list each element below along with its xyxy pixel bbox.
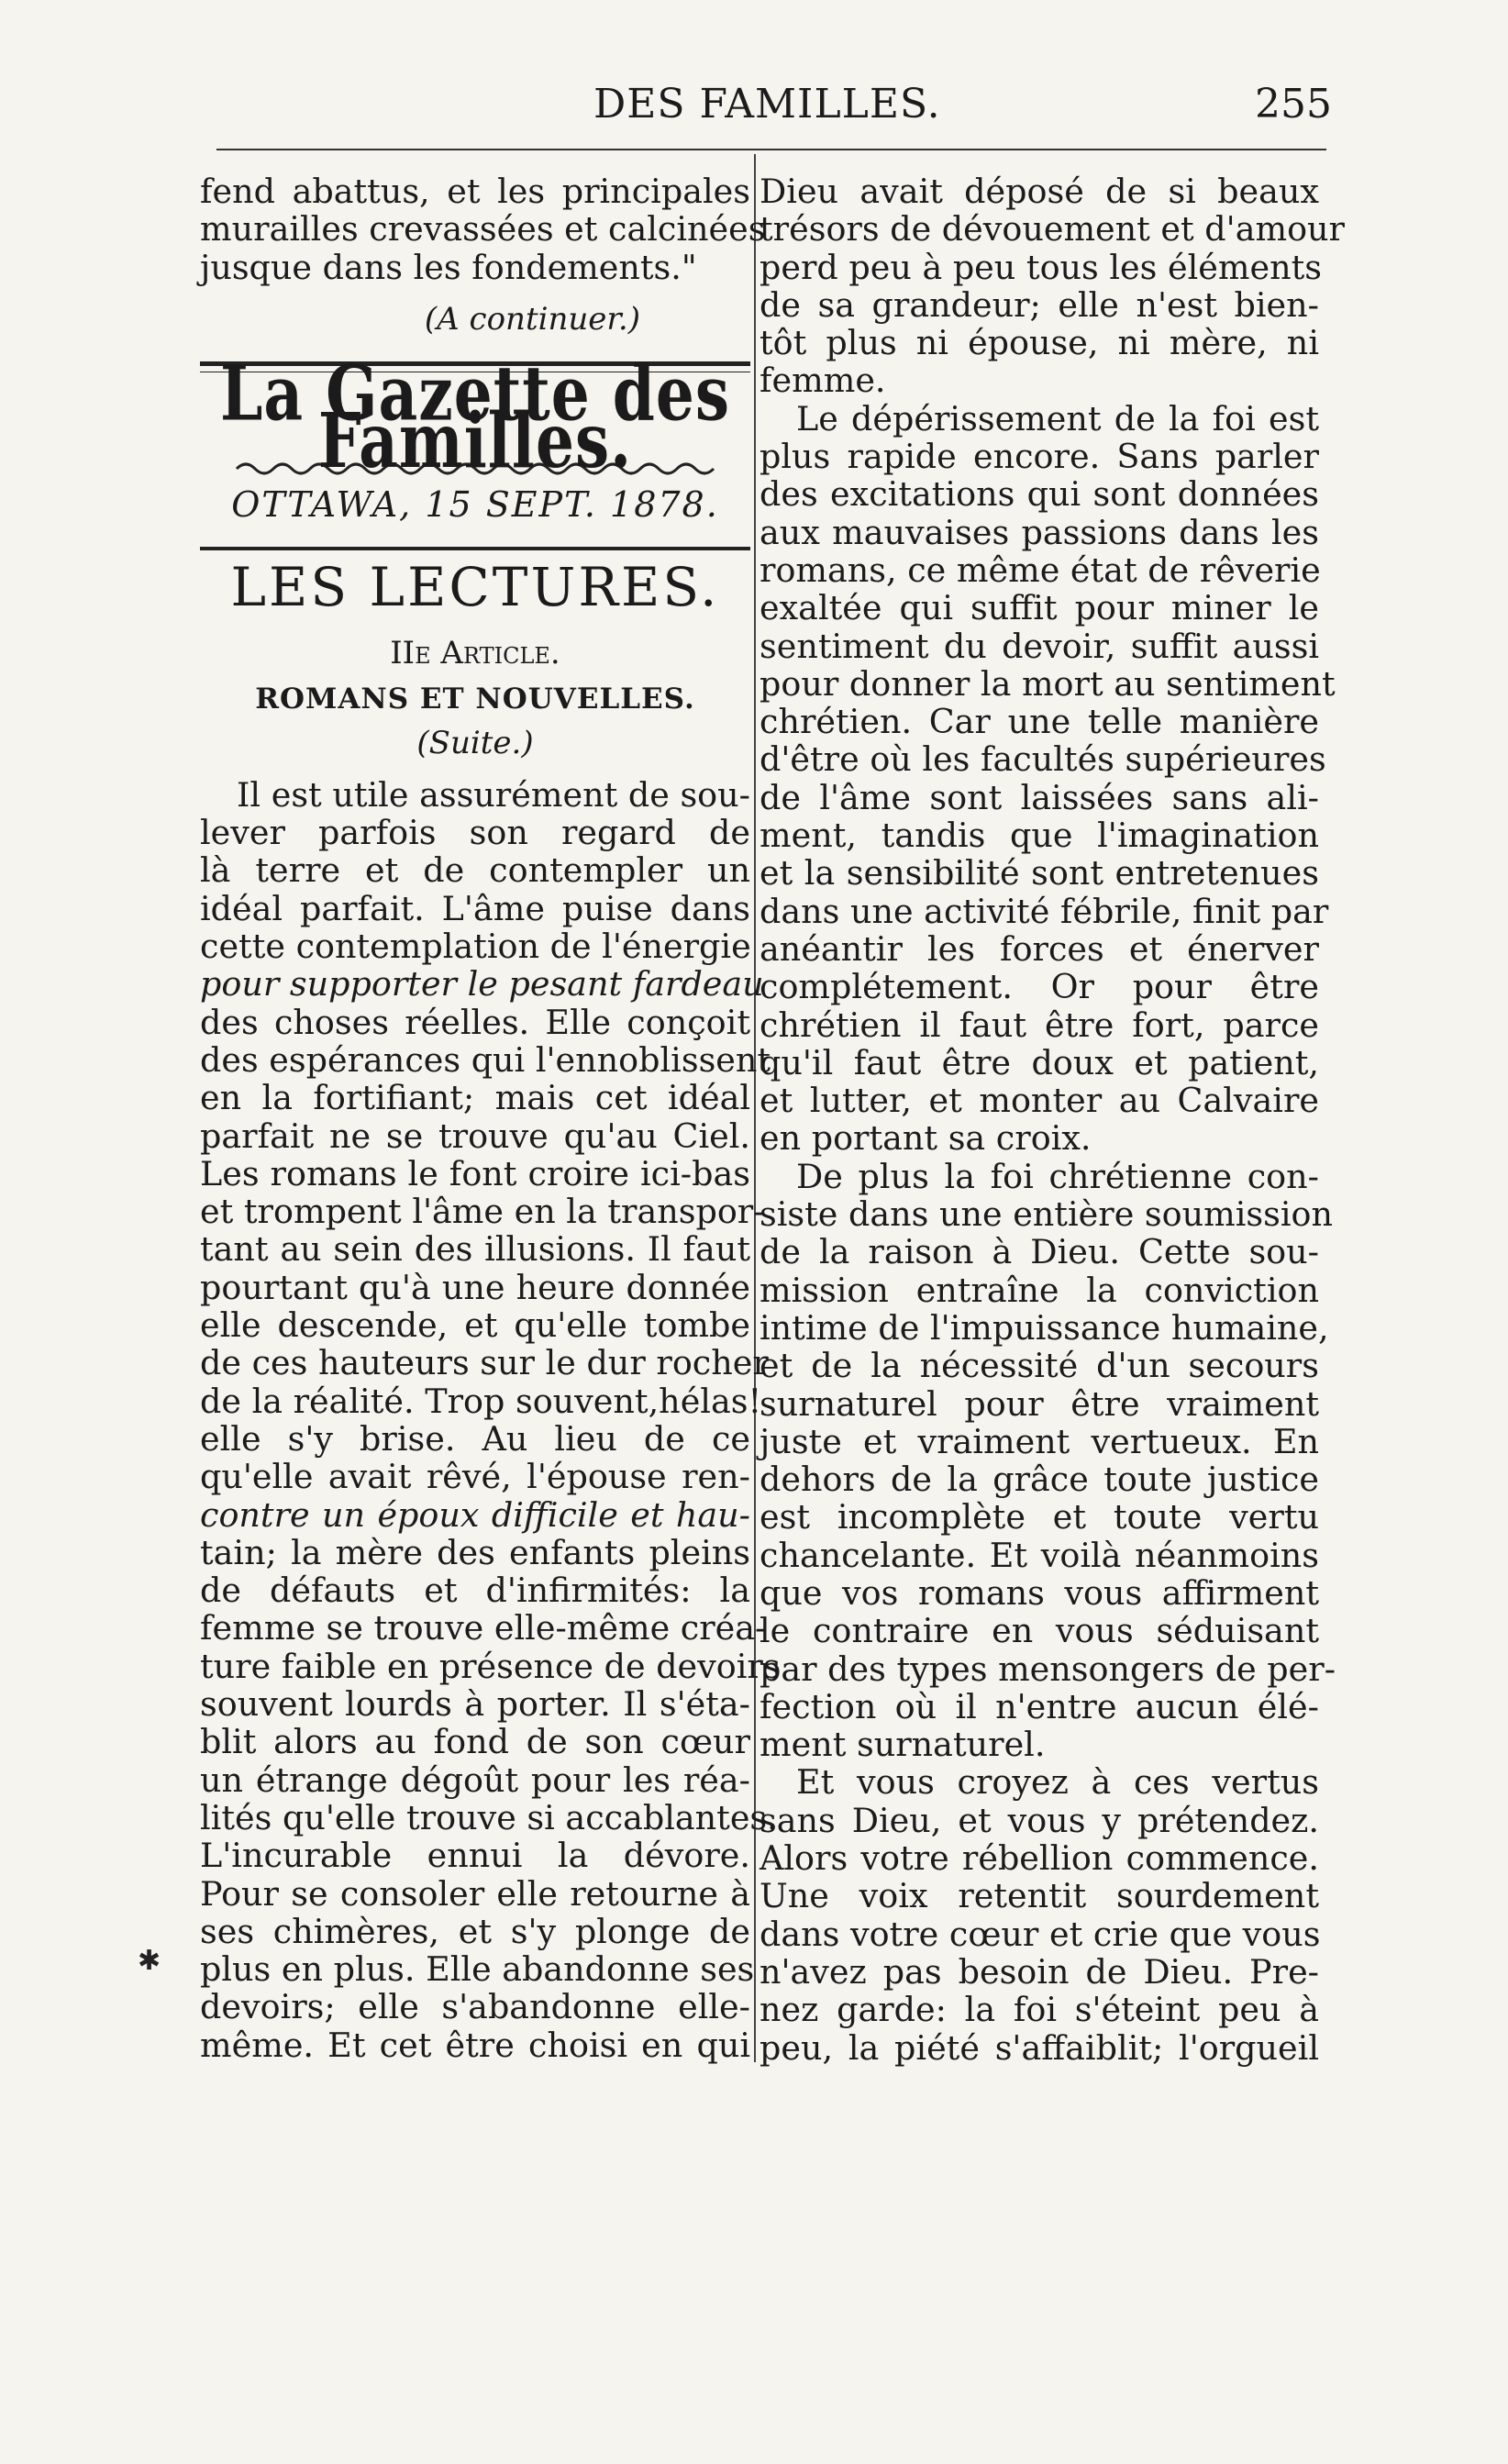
text-line: siste dans une entière soumission — [760, 1194, 1334, 1235]
text-line: plus en plus. Elle abandonne ses — [200, 1949, 755, 1990]
text-line: Une voix retentit sourdement — [760, 1876, 1319, 1916]
text-line: exaltée qui suffit pour miner le — [760, 588, 1319, 628]
text-line: tant au sein des illusions. Il faut — [200, 1229, 750, 1270]
text-line: fection où il n'entre aucun élé- — [760, 1686, 1319, 1726]
text-line: cette contemplation de l'énergie — [200, 927, 751, 967]
text-line: tôt plus ni épouse, ni mère, ni — [760, 323, 1319, 363]
text-line: qu'il faut être doux et patient, — [760, 1042, 1319, 1082]
text-line: ment surnaturel. — [760, 1725, 1046, 1765]
text-line: femme. — [760, 361, 886, 401]
text-line: là terre et de contempler un — [200, 850, 750, 891]
text-line: en la fortifiant; mais cet idéal — [200, 1078, 750, 1118]
text-line: même. Et cet être choisi en qui — [200, 2025, 750, 2065]
text-line: de l'âme sont laissées sans ali- — [760, 777, 1319, 817]
text-line: anéantir les forces et énerver — [760, 928, 1319, 969]
text-line: et de la nécessité d'un secours — [760, 1346, 1319, 1386]
text-line: ture faible en présence de devoirs — [200, 1646, 781, 1686]
text-line: Dieu avait déposé de si beaux — [760, 172, 1319, 211]
text-line: De plus la foi chrétienne con- — [796, 1156, 1319, 1196]
text-line: Le dépérissement de la foi est — [796, 398, 1319, 438]
text-line: trésors de dévouement et d'amour — [760, 209, 1346, 250]
text-line: elle s'y brise. Au lieu de ce — [200, 1418, 750, 1459]
text-line: peu, la piété s'affaiblit; l'orgueil — [760, 2027, 1319, 2068]
text-line: femme se trouve elle-même créa- — [200, 1608, 767, 1648]
text-line: Et vous croyez à ces vertus — [796, 1762, 1319, 1803]
text-line: de sa grandeur; elle n'est bien- — [760, 284, 1319, 325]
text-line: elle descende, et qu'elle tombe — [200, 1305, 750, 1346]
text-line: chrétien. Car une telle manière — [760, 702, 1319, 742]
text-line: Il est utile assurément de sou- — [237, 774, 750, 815]
text-line: intime de l'impuissance humaine, — [760, 1307, 1329, 1348]
text-line: dans une activité fébrile, finit par — [760, 891, 1329, 931]
masthead-title: La Gazette des Familles. — [220, 348, 730, 486]
text-line: chrétien il faut être fort, parce — [760, 1004, 1319, 1045]
text-line: n'avez pas besoin de Dieu. Pre- — [760, 1951, 1319, 1992]
text-line: des choses réelles. Elle conçoit — [200, 1002, 750, 1042]
text-line: de la réalité. Trop souvent,hélas! — [200, 1381, 762, 1421]
text-line: que vos romans vous affirment — [760, 1572, 1319, 1613]
text-line: ment, tandis que l'imagination — [760, 816, 1319, 856]
text-line: le contraire en vous séduisant — [760, 1611, 1319, 1651]
text-line: par des types mensongers de per- — [760, 1648, 1336, 1689]
left-body-text — [200, 774, 781, 2065]
text-line: est incomplète et toute vertu — [760, 1497, 1319, 1537]
text-line: qu'elle avait rêvé, l'épouse ren- — [200, 1457, 750, 1497]
section-title: LES LECTURES. — [230, 555, 720, 618]
text-line: fend abattus, et les principales — [200, 172, 750, 211]
text-line: devoirs; elle s'abandonne elle- — [200, 1987, 750, 2027]
text-line: blit alors au fond de son cœur — [200, 1722, 750, 1762]
text-line: mission entraîne la conviction — [760, 1270, 1319, 1310]
text-line: et lutter, et monter au Calvaire — [760, 1081, 1319, 1121]
article-subtitle: ROMANS ET NOUVELLES. — [255, 682, 695, 716]
running-head — [213, 81, 1332, 136]
text-line: idéal parfait. L'âme puise dans — [200, 888, 750, 928]
text-line: surnaturel pour être vraiment — [760, 1383, 1319, 1424]
text-line: jusque dans les fondements." — [200, 247, 697, 287]
text-line: lités qu'elle trouve si accablantes. — [200, 1797, 778, 1837]
text-line: sans Dieu, et vous y prétendez. — [760, 1800, 1319, 1840]
text-line: aux mauvaises passions dans les — [760, 512, 1319, 552]
right-column — [760, 172, 1346, 2068]
text-line: tain; la mère des enfants pleins — [200, 1532, 750, 1572]
text-line: contre un époux difficile et hau- — [200, 1494, 750, 1535]
margin-mark: ✱ — [138, 1945, 161, 1977]
column-divider — [754, 154, 756, 2062]
text-line: des excitations qui sont données — [760, 474, 1319, 515]
running-title: DES FAMILLES. — [593, 81, 941, 128]
text-line: de la raison à Dieu. Cette sou- — [760, 1232, 1319, 1272]
text-line: sentiment du devoir, suffit aussi — [760, 626, 1319, 666]
text-line: pour supporter le pesant fardeau — [200, 964, 764, 1004]
text-line: Alors votre rébellion commence. — [760, 1838, 1319, 1879]
text-line: de ces hauteurs sur le dur rocher — [200, 1343, 769, 1383]
text-line: en portant sa croix. — [760, 1118, 1092, 1159]
text-line: de défauts et d'infirmités: la — [200, 1571, 750, 1611]
text-line: ses chimères, et s'y plonge de — [200, 1911, 750, 1951]
text-line: souvent lourds à porter. Il s'éta- — [200, 1684, 750, 1725]
text-line: lever parfois son regard de — [200, 813, 750, 853]
dateline: OTTAWA, 15 SEPT. 1878. — [231, 483, 719, 525]
text-line: juste et vraiment vertueux. En — [760, 1421, 1319, 1461]
text-line: chancelante. Et voilà néanmoins — [760, 1535, 1319, 1575]
text-line: un étrange dégoût pour les réa- — [200, 1759, 750, 1800]
text-line: parfait ne se trouve qu'au Ciel. — [200, 1115, 750, 1156]
continuation-note: (A continuer.) — [424, 300, 640, 338]
header-rule — [216, 149, 1326, 150]
text-line: d'être où les facultés supérieures — [760, 739, 1326, 780]
text-line: Pour se consoler elle retourne à — [200, 1873, 750, 1914]
text-line: dans votre cœur et crie que vous — [760, 1914, 1321, 1954]
text-line: des espérances qui l'ennoblissent — [200, 1039, 771, 1080]
text-line: romans, ce même état de rêverie — [760, 549, 1321, 590]
text-line: dehors de la grâce toute justice — [760, 1460, 1319, 1500]
page-number: 255 — [1255, 81, 1332, 128]
text-line: perd peu à peu tous les éléments — [760, 247, 1322, 287]
article-number: IIe Article. — [390, 634, 560, 671]
text-line: Les romans le font croire ici-bas — [200, 1153, 750, 1193]
text-line: et trompent l'âme en la transpor- — [200, 1192, 765, 1232]
suite-note: (Suite.) — [416, 724, 534, 761]
text-line: plus rapide encore. Sans parler — [760, 437, 1319, 477]
left-column — [200, 172, 781, 2065]
text-line: L'incurable ennui la dévore. — [200, 1836, 750, 1876]
text-line: nez garde: la foi s'éteint peu à — [760, 1990, 1319, 2030]
text-line: et la sensibilité sont entretenues — [760, 853, 1319, 893]
text-line: complétement. Or pour être — [760, 967, 1319, 1007]
text-line: murailles crevassées et calcinées — [200, 209, 766, 250]
text-line: pourtant qu'à une heure donnée — [200, 1267, 750, 1307]
text-line: pour donner la mort au sentiment — [760, 663, 1336, 704]
